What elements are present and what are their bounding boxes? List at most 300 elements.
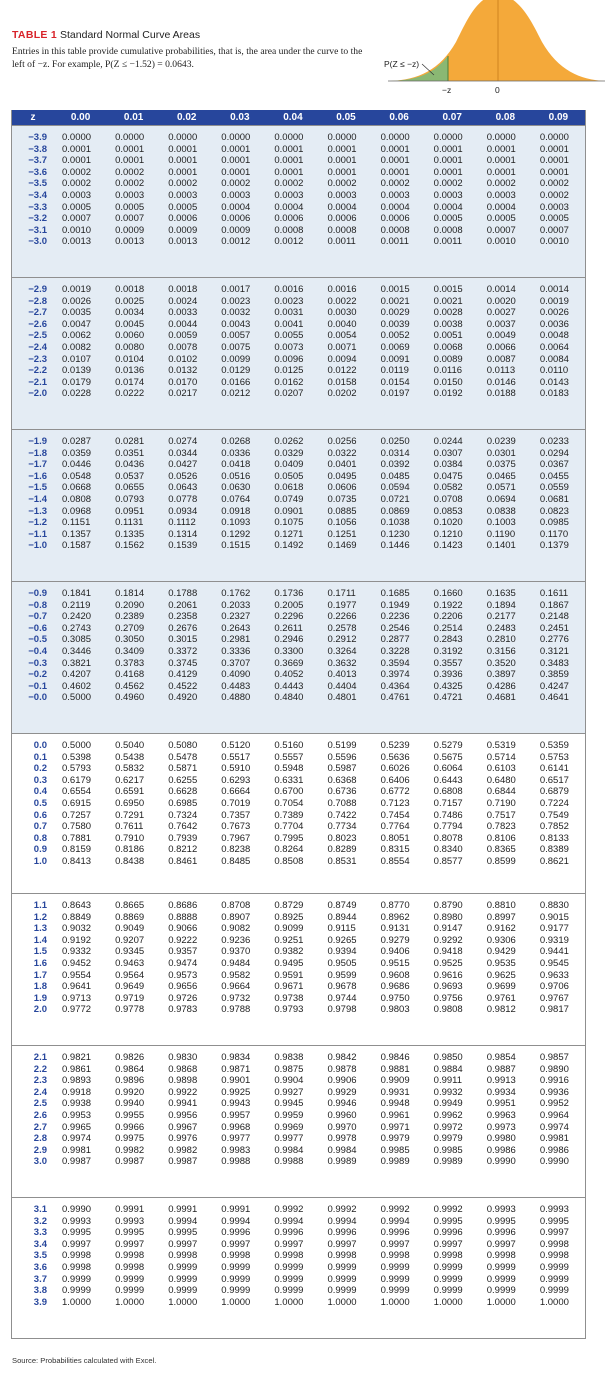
- probability-cell: 0.0027: [486, 307, 516, 319]
- probability-cell: 0.6026: [380, 763, 410, 775]
- probability-cell: 0.9981: [539, 1133, 569, 1145]
- probability-cell: 0.0001: [486, 166, 516, 178]
- probability-cell: 0.0001: [274, 143, 304, 155]
- table-row: [12, 459, 585, 471]
- probability-cell: 0.9032: [62, 923, 92, 935]
- probability-cell: 0.0003: [274, 189, 304, 201]
- probability-cell: 0.0007: [115, 213, 145, 225]
- z-value: −0.1: [28, 680, 47, 692]
- table-row: [12, 178, 585, 190]
- probability-cell: 0.9306: [486, 934, 516, 946]
- table-block: [12, 125, 585, 277]
- probability-cell: 0.1949: [380, 599, 410, 611]
- z-value: 0.7: [33, 821, 47, 833]
- z-value: −1.7: [28, 459, 47, 471]
- probability-cell: 0.6808: [433, 786, 463, 798]
- table-row: [12, 471, 585, 483]
- probability-cell: 0.0853: [433, 505, 463, 517]
- probability-cell: 0.0125: [274, 365, 304, 377]
- probability-cell: 0.9987: [62, 1156, 92, 1168]
- table-row: [12, 190, 585, 202]
- probability-cell: 0.6554: [62, 786, 92, 798]
- z-value: −3.1: [28, 224, 47, 236]
- probability-cell: 0.1515: [221, 540, 251, 552]
- probability-cell: 0.0008: [327, 224, 357, 236]
- probability-cell: 0.8907: [221, 911, 251, 923]
- probability-cell: 0.9993: [486, 1204, 516, 1215]
- probability-cell: 0.2420: [62, 611, 92, 623]
- probability-cell: 0.9938: [62, 1098, 92, 1110]
- probability-cell: 0.9821: [62, 1052, 92, 1063]
- probability-cell: 0.9896: [115, 1075, 145, 1087]
- table-row: [12, 1239, 585, 1251]
- probability-cell: 0.9406: [380, 946, 410, 958]
- probability-cell: 0.2033: [221, 599, 251, 611]
- table-row: [12, 740, 585, 752]
- probability-cell: 0.0087: [486, 353, 516, 365]
- probability-cell: 0.9992: [327, 1204, 357, 1215]
- table-row: [12, 540, 585, 552]
- probability-cell: 0.0003: [327, 189, 357, 201]
- z-value: −1.3: [28, 505, 47, 517]
- z-value: 0.9: [33, 844, 47, 856]
- probability-cell: 0.9738: [274, 992, 304, 1004]
- probability-cell: 0.7704: [274, 821, 304, 833]
- probability-cell: 0.0049: [486, 330, 516, 342]
- probability-cell: 0.3015: [168, 634, 198, 646]
- probability-cell: 0.9990: [539, 1156, 569, 1168]
- z-value: 2.4: [33, 1086, 47, 1098]
- table-block: [12, 893, 585, 1045]
- probability-cell: 0.3121: [539, 645, 569, 657]
- probability-cell: 0.8413: [62, 855, 92, 867]
- table-row: [12, 900, 585, 912]
- probability-cell: 0.9875: [274, 1063, 304, 1075]
- probability-cell: 0.0060: [115, 330, 145, 342]
- probability-cell: 0.4960: [115, 692, 145, 704]
- table-block: [12, 1045, 585, 1197]
- probability-cell: 0.8997: [486, 911, 516, 923]
- z-value: −0.4: [28, 645, 47, 657]
- probability-cell: 0.9999: [115, 1273, 145, 1285]
- probability-cell: 0.0170: [168, 376, 198, 388]
- probability-cell: 0.9904: [274, 1075, 304, 1087]
- probability-cell: 0.8289: [327, 844, 357, 856]
- probability-cell: 0.8962: [380, 911, 410, 923]
- probability-cell: 0.3632: [327, 657, 357, 669]
- probability-cell: 0.8212: [168, 844, 198, 856]
- probability-cell: 0.7580: [62, 821, 92, 833]
- probability-cell: 0.0002: [539, 189, 569, 201]
- probability-cell: 0.5359: [539, 740, 569, 751]
- probability-cell: 0.0217: [168, 388, 198, 400]
- probability-cell: 0.0202: [327, 388, 357, 400]
- probability-cell: 0.0005: [539, 213, 569, 225]
- probability-cell: 0.0359: [62, 447, 92, 459]
- probability-cell: 0.1401: [486, 540, 516, 552]
- z-value: −3.9: [28, 132, 47, 143]
- normal-table: [11, 110, 586, 1339]
- table-row: [12, 1110, 585, 1122]
- probability-cell: 0.9977: [221, 1133, 251, 1145]
- probability-cell: 1.0000: [62, 1296, 92, 1308]
- probability-cell: 0.9999: [433, 1285, 463, 1297]
- z-value: 3.5: [33, 1250, 47, 1262]
- probability-cell: 0.9846: [380, 1052, 410, 1063]
- z-value: 3.7: [33, 1273, 47, 1285]
- probability-cell: 0.2389: [115, 611, 145, 623]
- probability-cell: 0.2877: [380, 634, 410, 646]
- probability-cell: 0.0427: [168, 459, 198, 471]
- probability-cell: 0.0022: [327, 295, 357, 307]
- probability-cell: 0.2981: [221, 634, 251, 646]
- probability-cell: 0.7257: [62, 809, 92, 821]
- probability-cell: 0.0075: [221, 341, 251, 353]
- probability-cell: 0.9998: [62, 1250, 92, 1262]
- probability-cell: 0.9996: [327, 1227, 357, 1239]
- probability-cell: 0.9989: [327, 1156, 357, 1168]
- z-value: −0.5: [28, 634, 47, 646]
- probability-cell: 0.9986: [486, 1144, 516, 1156]
- probability-cell: 0.3520: [486, 657, 516, 669]
- z-value: 1.1: [33, 900, 47, 911]
- probability-cell: 0.9971: [380, 1121, 410, 1133]
- table-row: [12, 588, 585, 600]
- probability-cell: 0.9962: [433, 1109, 463, 1121]
- probability-cell: 0.0005: [433, 213, 463, 225]
- probability-cell: 0.9525: [433, 957, 463, 969]
- z-value: −2.7: [28, 307, 47, 319]
- probability-cell: 0.9890: [539, 1063, 569, 1075]
- probability-cell: 0.0001: [327, 166, 357, 178]
- probability-cell: 0.0129: [221, 365, 251, 377]
- probability-cell: 0.0918: [221, 505, 251, 517]
- probability-cell: 0.4168: [115, 669, 145, 681]
- probability-cell: 0.9881: [380, 1063, 410, 1075]
- probability-cell: 0.9997: [62, 1238, 92, 1250]
- probability-cell: 0.2946: [274, 634, 304, 646]
- probability-cell: 0.9418: [433, 946, 463, 958]
- probability-cell: 0.9357: [168, 946, 198, 958]
- probability-cell: 0.0158: [327, 376, 357, 388]
- probability-cell: 0.5000: [62, 692, 92, 704]
- probability-cell: 0.0008: [433, 224, 463, 236]
- column-header: 0.04: [283, 112, 303, 123]
- probability-cell: 0.5040: [115, 740, 145, 751]
- probability-cell: 0.0003: [168, 189, 198, 201]
- probability-cell: 0.4247: [539, 680, 569, 692]
- probability-cell: 0.0032: [221, 307, 251, 319]
- table-row: [12, 692, 585, 704]
- probability-cell: 0.9808: [433, 1004, 463, 1016]
- probability-cell: 0.9972: [433, 1121, 463, 1133]
- probability-cell: 0.9987: [115, 1156, 145, 1168]
- probability-cell: 0.0064: [539, 341, 569, 353]
- z-value: −2.1: [28, 376, 47, 388]
- probability-cell: 0.0004: [327, 201, 357, 213]
- probability-cell: 0.0001: [539, 166, 569, 178]
- probability-cell: 0.6480: [486, 774, 516, 786]
- probability-cell: 0.9995: [168, 1227, 198, 1239]
- probability-cell: 0.9015: [539, 911, 569, 923]
- probability-cell: 0.6217: [115, 774, 145, 786]
- probability-cell: 0.5910: [221, 763, 251, 775]
- probability-cell: 0.0618: [274, 482, 304, 494]
- probability-cell: 0.0002: [433, 178, 463, 190]
- z-value: 3.8: [33, 1285, 47, 1297]
- probability-cell: 0.0041: [274, 318, 304, 330]
- z-value: 0.0: [33, 740, 47, 751]
- probability-cell: 0.4052: [274, 669, 304, 681]
- table-row: [12, 623, 585, 635]
- table-row: [12, 752, 585, 764]
- probability-cell: 0.5636: [380, 751, 410, 763]
- probability-cell: 0.0002: [62, 166, 92, 178]
- probability-cell: 0.9999: [168, 1273, 198, 1285]
- probability-cell: 0.9997: [539, 1227, 569, 1239]
- probability-cell: 0.9970: [327, 1121, 357, 1133]
- probability-cell: 0.7088: [327, 797, 357, 809]
- probability-cell: 0.5871: [168, 763, 198, 775]
- probability-cell: 0.0222: [115, 388, 145, 400]
- probability-cell: 0.9192: [62, 934, 92, 946]
- probability-cell: 0.9998: [327, 1250, 357, 1262]
- probability-cell: 0.9999: [327, 1273, 357, 1285]
- probability-cell: 0.0869: [380, 505, 410, 517]
- probability-cell: 0.9934: [486, 1086, 516, 1098]
- probability-cell: 0.0004: [221, 201, 251, 213]
- probability-cell: 0.0002: [115, 178, 145, 190]
- probability-cell: 0.0212: [221, 388, 251, 400]
- probability-cell: 0.9608: [380, 969, 410, 981]
- table-row: [12, 669, 585, 681]
- probability-cell: 0.9955: [115, 1109, 145, 1121]
- table-row: [12, 810, 585, 822]
- table-row: [12, 236, 585, 248]
- probability-cell: 0.7054: [274, 797, 304, 809]
- probability-cell: 0.9857: [539, 1052, 569, 1063]
- probability-cell: 0.9641: [62, 981, 92, 993]
- table-row: [12, 1274, 585, 1286]
- probability-cell: 0.0006: [274, 213, 304, 225]
- probability-cell: 0.0007: [486, 224, 516, 236]
- probability-cell: 0.9901: [221, 1075, 251, 1087]
- probability-cell: 0.0069: [380, 341, 410, 353]
- probability-cell: 0.0262: [274, 436, 304, 447]
- probability-cell: 0.0102: [168, 353, 198, 365]
- probability-cell: 0.9999: [486, 1261, 516, 1273]
- probability-cell: 0.9993: [539, 1204, 569, 1215]
- probability-cell: 0.9995: [62, 1227, 92, 1239]
- probability-cell: 0.5120: [221, 740, 251, 751]
- probability-cell: 0.0035: [62, 307, 92, 319]
- probability-cell: 0.1562: [115, 540, 145, 552]
- probability-cell: 0.9887: [486, 1063, 516, 1075]
- probability-cell: 0.0166: [221, 376, 251, 388]
- probability-cell: 0.9999: [433, 1261, 463, 1273]
- probability-cell: 0.0256: [327, 436, 357, 447]
- probability-cell: 0.8365: [486, 844, 516, 856]
- probability-cell: 0.0028: [433, 307, 463, 319]
- table-row: [12, 611, 585, 623]
- z-value: −0.7: [28, 611, 47, 623]
- z-value: −2.6: [28, 318, 47, 330]
- probability-cell: 0.0002: [221, 178, 251, 190]
- probability-cell: 0.9292: [433, 934, 463, 946]
- probability-cell: 0.7967: [221, 832, 251, 844]
- probability-cell: 0.2358: [168, 611, 198, 623]
- probability-cell: 0.9936: [539, 1086, 569, 1098]
- probability-cell: 0.4364: [380, 680, 410, 692]
- table-row: [12, 1064, 585, 1076]
- z-value: 3.4: [33, 1238, 47, 1250]
- probability-cell: 0.1093: [221, 517, 251, 529]
- probability-cell: 0.0009: [168, 224, 198, 236]
- probability-cell: 0.9706: [539, 981, 569, 993]
- probability-cell: 0.9985: [433, 1144, 463, 1156]
- probability-cell: 0.9977: [274, 1133, 304, 1145]
- probability-cell: 0.0004: [486, 201, 516, 213]
- probability-cell: 0.9066: [168, 923, 198, 935]
- probability-cell: 0.0001: [433, 155, 463, 167]
- probability-cell: 0.0104: [115, 353, 145, 365]
- probability-cell: 0.3669: [274, 657, 304, 669]
- probability-cell: 0.1335: [115, 528, 145, 540]
- probability-cell: 0.2148: [539, 611, 569, 623]
- probability-cell: 0.9854: [486, 1052, 516, 1063]
- probability-cell: 0.0006: [221, 213, 251, 225]
- probability-cell: 0.8708: [221, 900, 251, 911]
- probability-cell: 0.5948: [274, 763, 304, 775]
- probability-cell: 0.8159: [62, 844, 92, 856]
- z-value: 1.6: [33, 957, 47, 969]
- probability-cell: 0.9591: [274, 969, 304, 981]
- probability-cell: 0.1867: [539, 599, 569, 611]
- probability-cell: 0.0793: [115, 493, 145, 505]
- probability-cell: 0.9131: [380, 923, 410, 935]
- probability-cell: 0.0749: [274, 493, 304, 505]
- probability-cell: 0.0068: [433, 341, 463, 353]
- probability-cell: 0.0002: [115, 166, 145, 178]
- probability-cell: 0.0016: [274, 284, 304, 295]
- probability-cell: 0.9505: [327, 957, 357, 969]
- probability-cell: 0.6103: [486, 763, 516, 775]
- probability-cell: 0.9893: [62, 1075, 92, 1087]
- probability-cell: 0.9997: [274, 1238, 304, 1250]
- probability-cell: 0.0011: [327, 236, 356, 248]
- probability-cell: 0.9265: [327, 934, 357, 946]
- probability-cell: 0.0024: [168, 295, 198, 307]
- probability-cell: 0.0000: [486, 132, 516, 143]
- probability-cell: 0.9949: [433, 1098, 463, 1110]
- probability-cell: 0.8749: [327, 900, 357, 911]
- probability-cell: 0.4129: [168, 669, 198, 681]
- probability-cell: 0.9656: [168, 981, 198, 993]
- probability-cell: 0.9772: [62, 1004, 92, 1016]
- z-value: 1.5: [33, 946, 47, 958]
- probability-cell: 0.9982: [115, 1144, 145, 1156]
- probability-cell: 0.5080: [168, 740, 198, 751]
- probability-cell: 0.0808: [62, 493, 92, 505]
- probability-cell: 0.9826: [115, 1052, 145, 1063]
- probability-cell: 0.0401: [327, 459, 357, 471]
- table-row: [12, 319, 585, 331]
- probability-cell: 0.2296: [274, 611, 304, 623]
- table-row: [12, 167, 585, 179]
- probability-cell: 0.1075: [274, 517, 304, 529]
- probability-cell: 0.0655: [115, 482, 145, 494]
- table-row: [12, 658, 585, 670]
- probability-cell: 0.0668: [62, 482, 92, 494]
- probability-cell: 0.6772: [380, 786, 410, 798]
- probability-cell: 0.8531: [327, 855, 357, 867]
- probability-cell: 0.8238: [221, 844, 251, 856]
- probability-cell: 0.0681: [539, 493, 569, 505]
- probability-cell: 0.9996: [221, 1227, 251, 1239]
- probability-cell: 0.9429: [486, 946, 516, 958]
- probability-cell: 0.0001: [168, 166, 198, 178]
- probability-cell: 0.0934: [168, 505, 198, 517]
- probability-cell: 0.3745: [168, 657, 198, 669]
- probability-cell: 0.0505: [274, 470, 304, 482]
- probability-cell: 0.9968: [221, 1121, 251, 1133]
- probability-cell: 0.1131: [115, 517, 144, 529]
- probability-cell: 0.8621: [539, 855, 569, 867]
- probability-cell: 0.9992: [274, 1204, 304, 1215]
- probability-cell: 0.0002: [62, 178, 92, 190]
- table-row: [12, 912, 585, 924]
- probability-cell: 0.6331: [274, 774, 304, 786]
- probability-cell: 0.9279: [380, 934, 410, 946]
- probability-cell: 0.9981: [62, 1144, 92, 1156]
- probability-cell: 0.4325: [433, 680, 463, 692]
- probability-cell: 0.9664: [221, 981, 251, 993]
- z-value: −2.8: [28, 295, 47, 307]
- probability-cell: 0.9115: [327, 923, 356, 935]
- probability-cell: 0.5517: [221, 751, 251, 763]
- probability-cell: 0.0002: [380, 178, 410, 190]
- probability-cell: 0.4920: [168, 692, 198, 704]
- probability-cell: 0.0154: [380, 376, 410, 388]
- probability-cell: 0.9535: [486, 957, 516, 969]
- probability-cell: 0.9994: [380, 1215, 410, 1227]
- probability-cell: 0.3707: [221, 657, 251, 669]
- probability-cell: 0.9999: [380, 1285, 410, 1297]
- probability-cell: 0.0006: [380, 213, 410, 225]
- probability-cell: 0.1736: [274, 588, 304, 599]
- probability-cell: 0.0336: [221, 447, 251, 459]
- probability-cell: 0.3228: [380, 645, 410, 657]
- probability-cell: 0.0000: [327, 132, 357, 143]
- probability-cell: 0.4090: [221, 669, 251, 681]
- probability-cell: 0.9983: [221, 1144, 251, 1156]
- probability-cell: 0.8106: [486, 832, 516, 844]
- probability-cell: 0.9941: [168, 1098, 198, 1110]
- probability-cell: 0.9803: [380, 1004, 410, 1016]
- probability-cell: 0.9719: [115, 992, 145, 1004]
- probability-cell: 0.9994: [327, 1215, 357, 1227]
- column-header: 0.03: [230, 112, 250, 123]
- probability-cell: 0.0002: [486, 178, 516, 190]
- probability-cell: 0.9963: [486, 1109, 516, 1121]
- probability-cell: 0.0465: [486, 470, 516, 482]
- probability-cell: 0.0051: [433, 330, 463, 342]
- probability-cell: 0.4602: [62, 680, 92, 692]
- probability-cell: 0.8186: [115, 844, 145, 856]
- probability-cell: 0.0031: [274, 307, 304, 319]
- probability-cell: 0.8438: [115, 855, 145, 867]
- probability-cell: 0.6141: [539, 763, 569, 775]
